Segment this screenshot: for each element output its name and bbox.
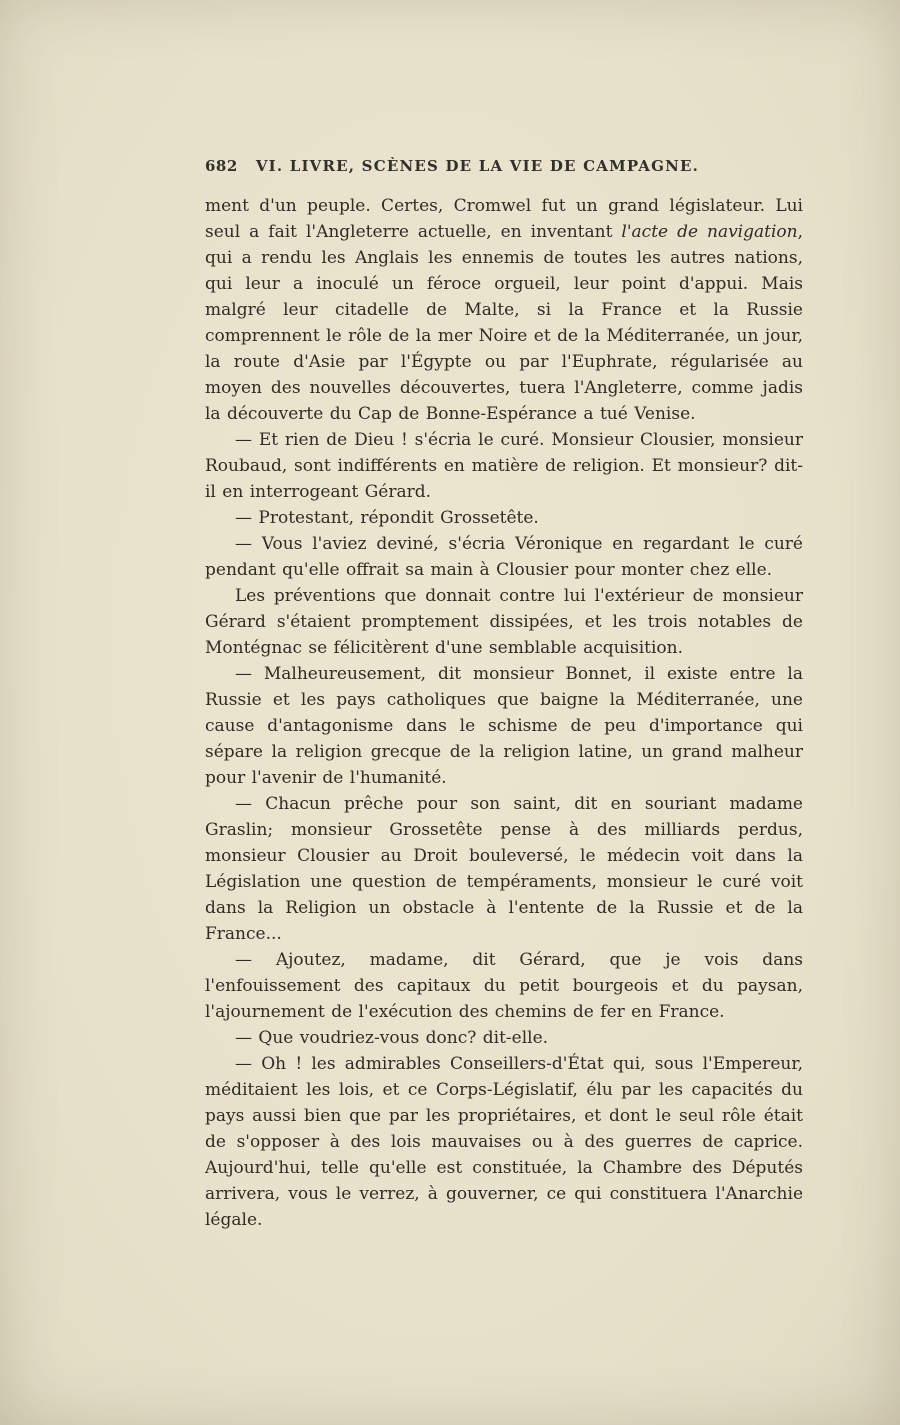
text-segment: Les préventions que donnait contre lui l'extérieur de monsieur Gérard s'étaient promptement dissipées, et les trois notables de Montégnac se félicitèrent d'une semblable acquisition.	[205, 586, 803, 658]
text-segment: , qui a rendu les Anglais les ennemis de toutes les autres nations, qui leur a inoculé un féroce orgueil, leur point d'appui. Mais malgré leur citadelle de Malte, si la France et la Russie comprennent le rôle de la mer Noire et de la Méditerranée, un jour, la route d'Asie par l'Égypte ou par l'Euphrate, régularisée au moyen des nouvelles découvertes, tuera l'Angleterre, comme jadis la découverte du Cap de Bonne-Espérance a tué Venise.	[205, 222, 803, 424]
text-segment: — Vous l'aviez deviné, s'écria Véronique en regardant le curé pendant qu'elle offrait sa main à Clousier pour monter chez elle.	[205, 534, 803, 580]
page-number: 682	[205, 157, 238, 175]
paragraph	[205, 791, 803, 947]
italic-text-segment: l'acte de navigation	[621, 222, 798, 242]
paragraph	[205, 947, 803, 1025]
text-segment: ment d'un peuple. Certes, Cromwel fut un grand législateur. Lui seul a fait l'Angleterre actuelle, en inventant	[205, 196, 803, 242]
text-segment: — Chacun prêche pour son saint, dit en souriant madame Graslin; monsieur Grossetête pense à des milliards perdus, monsieur Clousier au Droit bouleversé, le médecin voit dans la Législation une question de tempéraments, monsieur le curé voit dans la Religion un obstacle à l'entente de la Russie et de la France...	[205, 794, 803, 944]
chapter-running-title: VI. LIVRE, SCÈNES DE LA VIE DE CAMPAGNE.	[255, 157, 700, 175]
text-segment: — Ajoutez, madame, dit Gérard, que je vois dans l'enfouissement des capitaux du petit bourgeois et du paysan, l'ajournement de l'exécution des chemins de fer en France.	[205, 950, 803, 1022]
paragraph	[205, 1051, 803, 1233]
paragraph	[205, 505, 803, 531]
paragraph	[205, 583, 803, 661]
text-segment: — Oh ! les admirables Conseillers-d'État qui, sous l'Empereur, méditaient les lois, et ce Corps-Législatif, élu par les capacités du pays aussi bien que par les propriétaires, et dont le seul rôle était de s'opposer à des lois mauvaises ou à des guerres de caprice. Aujourd'hui, telle qu'elle est constituée, la Chambre des Députés arrivera, vous le verrez, à gouverner, ce qui constituera l'Anarchie légale.	[205, 1054, 803, 1230]
text-block	[205, 193, 803, 1233]
paragraph	[205, 1025, 803, 1051]
paragraph	[205, 661, 803, 791]
running-header	[205, 157, 805, 175]
text-segment: — Protestant, répondit Grossetête.	[235, 508, 539, 528]
text-segment: — Et rien de Dieu ! s'écria le curé. Monsieur Clousier, monsieur Roubaud, sont indifférents en matière de religion. Et monsieur? dit-il en interrogeant Gérard.	[205, 430, 803, 502]
text-segment: — Que voudriez-vous donc? dit-elle.	[235, 1028, 549, 1048]
text-segment: — Malheureusement, dit monsieur Bonnet, il existe entre la Russie et les pays catholiques que baigne la Méditerranée, une cause d'antagonisme dans le schisme de peu d'importance qui sépare la religion grecque de la religion latine, un grand malheur pour l'avenir de l'humanité.	[205, 664, 803, 788]
paragraph	[205, 193, 803, 427]
paragraph	[205, 531, 803, 583]
paragraph	[205, 427, 803, 505]
